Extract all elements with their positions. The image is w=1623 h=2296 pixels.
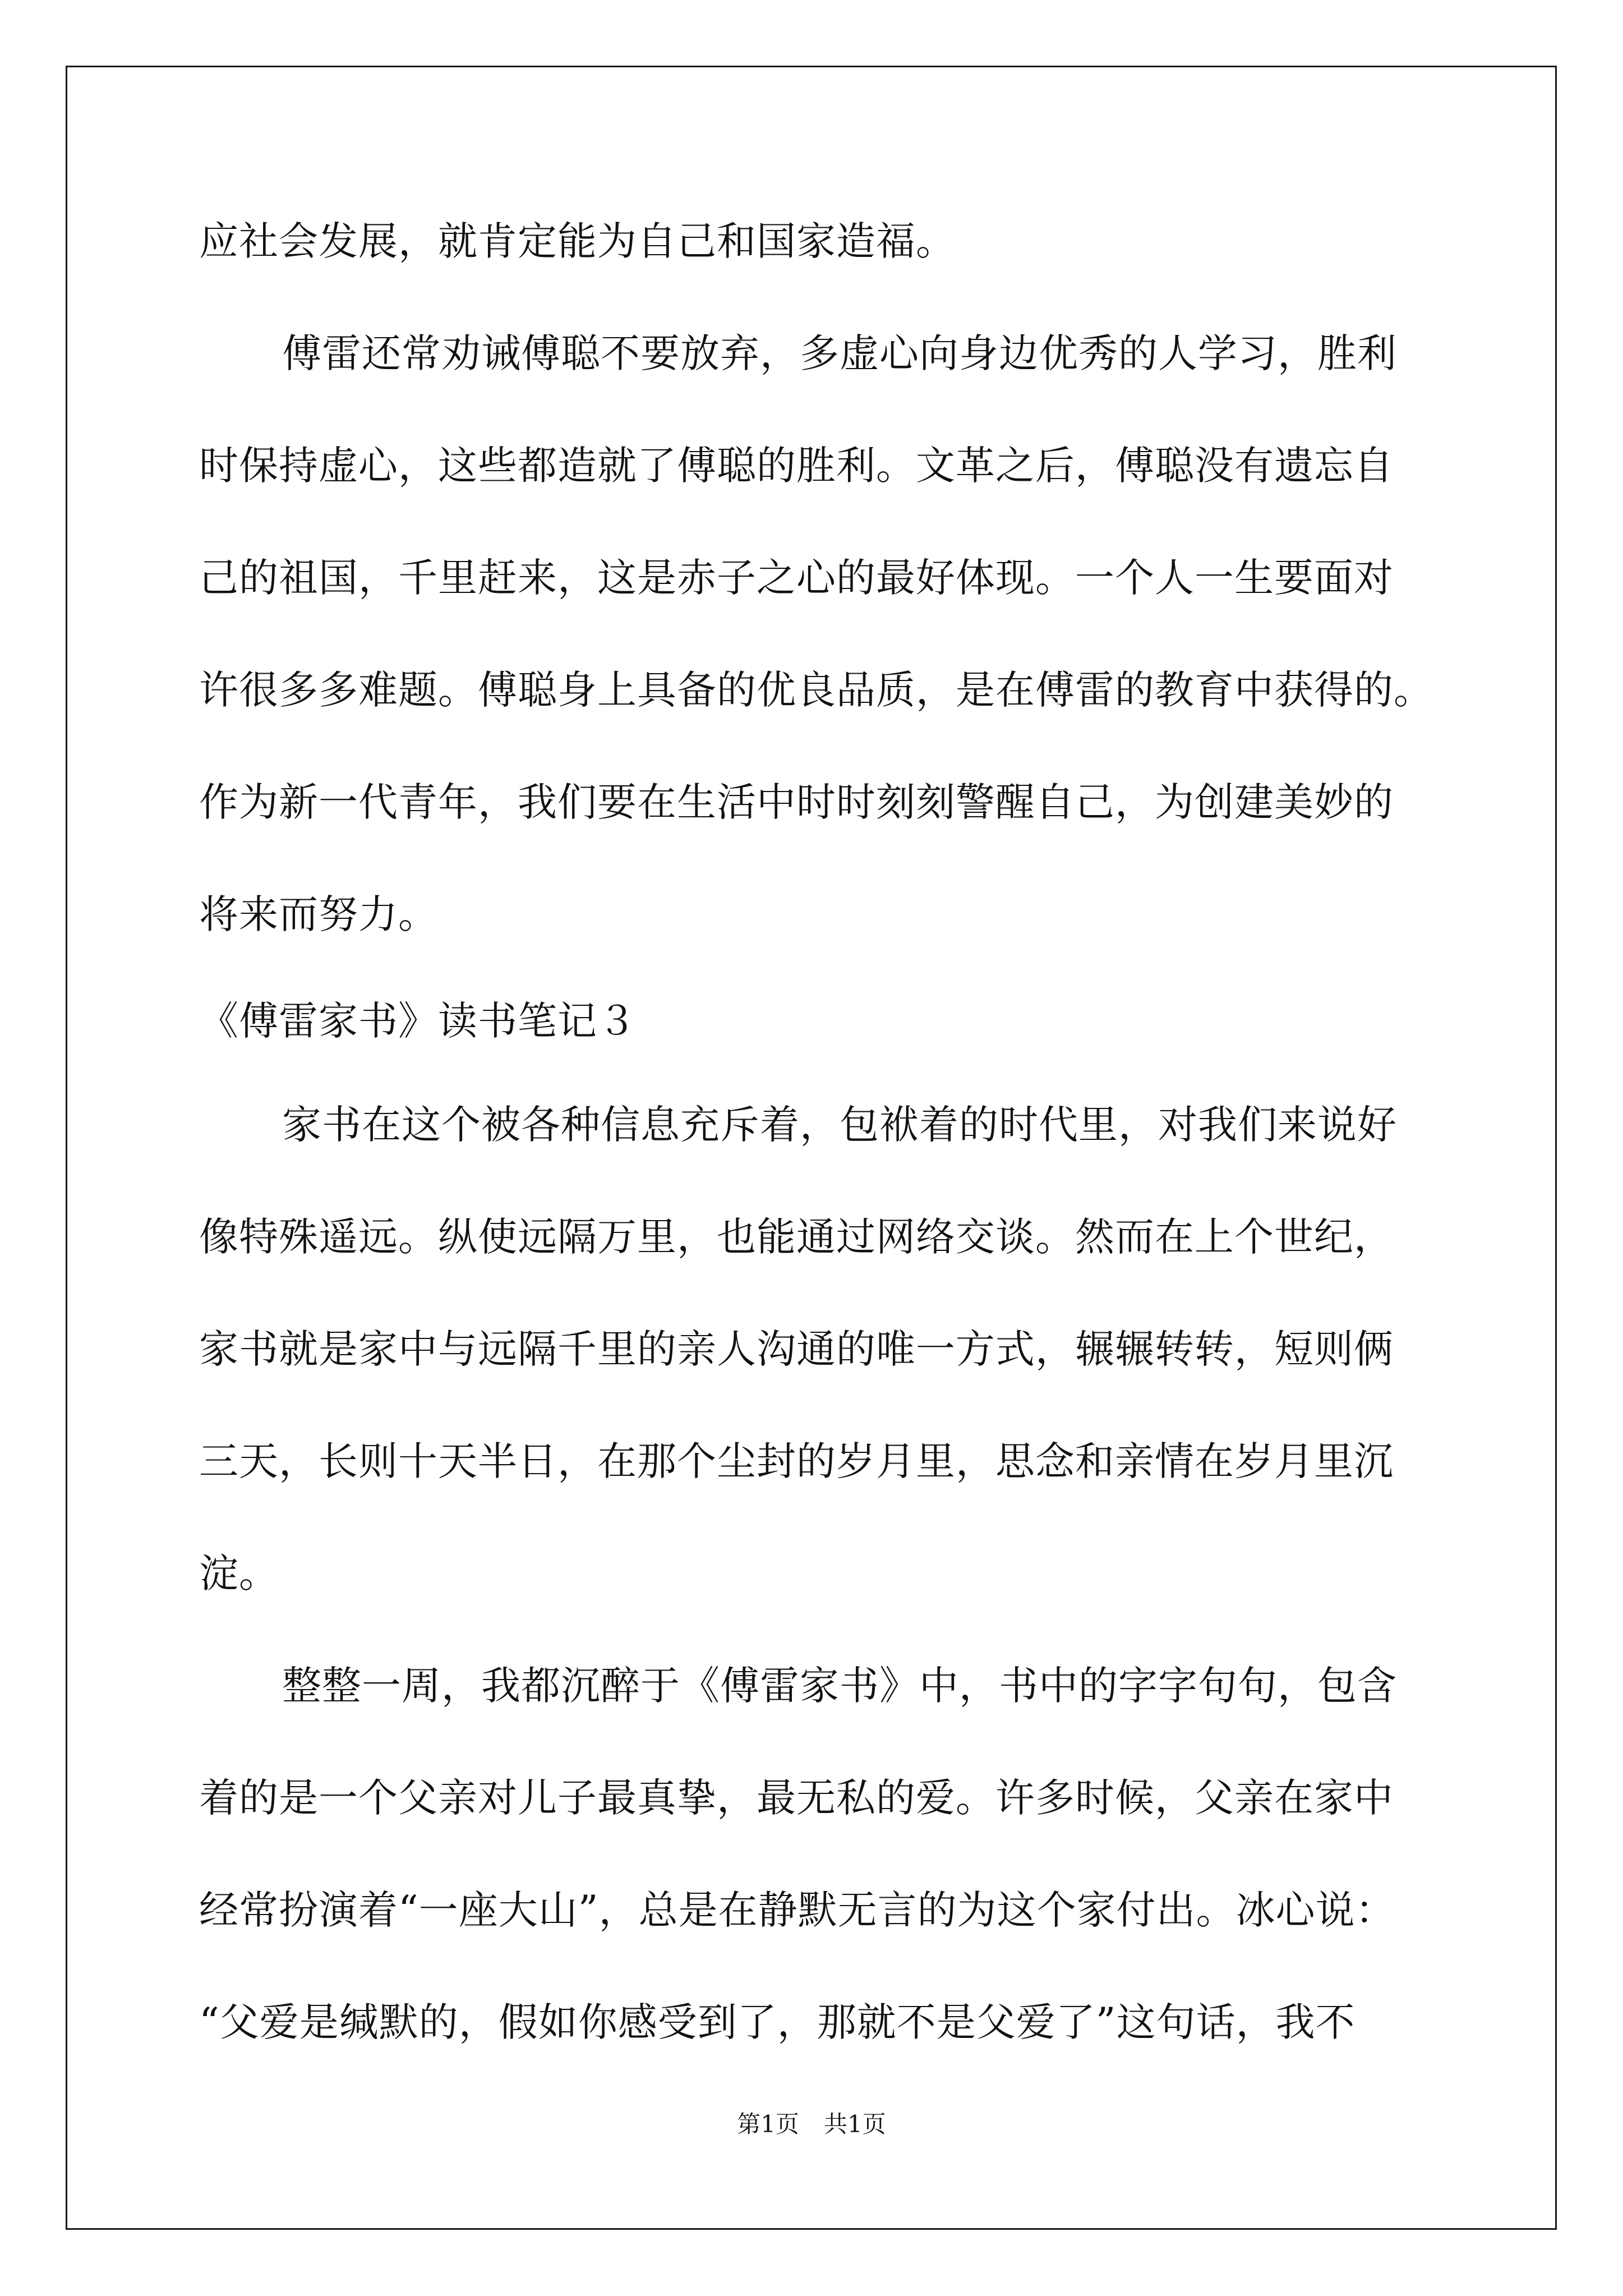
page-total: 共1页 (824, 2110, 886, 2138)
body-line: 许很多多难题。傅聪身上具备的优良品质，是在傅雷的教育中获得的。 (199, 667, 1433, 713)
paragraph-first-line: 傅雷还常劝诫傅聪不要放弃，多虚心向身边优秀的人学习，胜利 (282, 330, 1397, 376)
paragraph-first-line: 家书在这个被各种信息充斥着，包袱着的时代里，对我们来说好 (282, 1102, 1397, 1148)
body-line: 家书就是家中与远隔千里的亲人沟通的唯一方式，辗辗转转，短则俩 (199, 1326, 1394, 1372)
body-line: 己的祖国，千里赶来，这是赤子之心的最好体现。一个人一生要面对 (199, 555, 1394, 601)
body-line: 应社会发展，就肯定能为自己和国家造福。 (199, 218, 956, 264)
body-line: 像特殊遥远。纵使远隔万里，也能通过网络交谈。然而在上个世纪， (199, 1214, 1394, 1260)
body-line: 三天，长则十天半日，在那个尘封的岁月里，思念和亲情在岁月里沉 (199, 1438, 1394, 1484)
body-line: “父爱是缄默的，假如你感受到了，那就不是父爱了”这句话，我不 (199, 1999, 1355, 2045)
body-line: 作为新一代青年，我们要在生活中时时刻刻警醒自己，为创建美妙的 (199, 779, 1394, 825)
page-footer (0, 2108, 1623, 2141)
body-line: 将来而努力。 (199, 891, 438, 937)
body-line: 着的是一个父亲对儿子最真挚，最无私的爱。许多时候，父亲在家中 (199, 1775, 1394, 1821)
body-line: 时保持虚心，这些都造就了傅聪的胜利。文革之后，傅聪没有遗忘自 (199, 443, 1394, 489)
paragraph-first-line: 整整一周，我都沉醉于《傅雷家书》中，书中的字字句句，包含 (282, 1663, 1397, 1709)
page-number: 第1页 (737, 2110, 799, 2138)
body-line: 淀。 (199, 1550, 279, 1596)
section-heading: 《傅雷家书》读书笔记３ (199, 998, 637, 1044)
body-line: 经常扮演着“一座大山”，总是在静默无言的为这个家付出。冰心说： (199, 1887, 1395, 1933)
